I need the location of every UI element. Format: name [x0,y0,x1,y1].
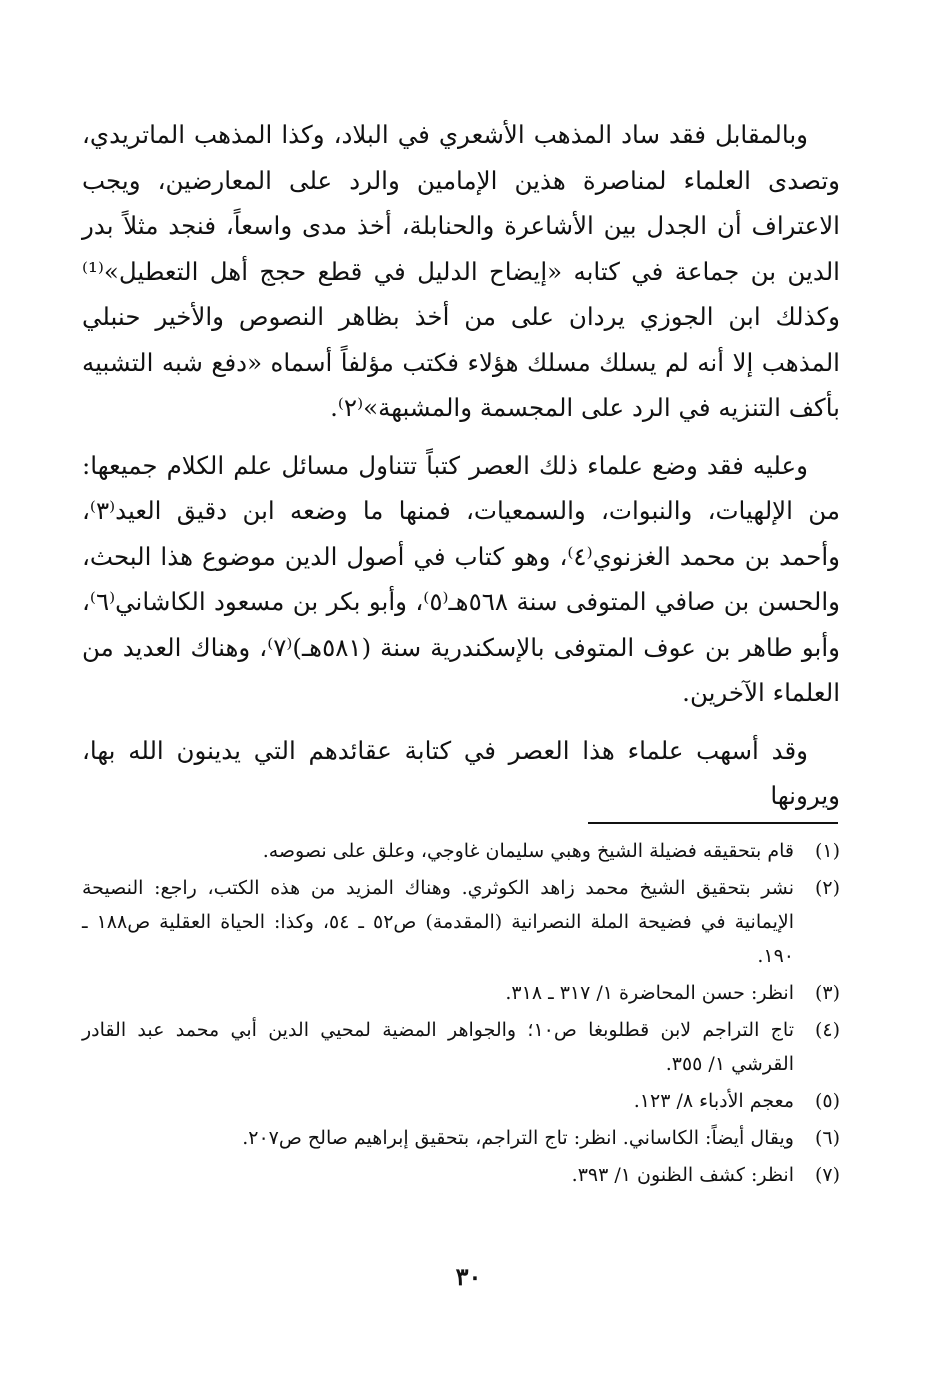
footnote-divider [588,822,838,824]
footnote-number: (٦) [814,1127,840,1149]
footnote-text: معجم الأدباء ٨/ ١٢٣. [633,1090,794,1112]
footnote-5 [82,1084,840,1118]
footnote-4 [82,1013,840,1081]
footnote-2 [82,871,840,973]
footnote-3 [82,976,840,1010]
footnote-text: قام بتحقيقه فضيلة الشيخ وهبي سليمان غاوجي، وعلق على نصوصه. [262,840,794,862]
main-text [82,112,840,819]
footnote-number: (١) [814,840,840,862]
paragraph-3: وقد أسهب علماء هذا العصر في كتابة عقائدهم التي يدينون الله بها، ويرونها [82,735,840,810]
footnote-number: (٤) [814,1019,840,1041]
footnote-number: (٧) [814,1164,840,1186]
page-number: ٣٠ [455,1262,482,1291]
footnotes [82,834,840,1195]
footnote-text: نشر بتحقيق الشيخ محمد زاهد الكوثري. وهناك المزيد من هذه الكتب، راجع: النصيحة الإيمانية في فضيحة الملة النصرانية (المقدمة) ص٥٢ ـ ٥٤، وكذا: الحياة العقلية ص١٨٨ ـ ١٩٠. [82,877,795,967]
footnote-1 [82,834,840,868]
footnote-6 [82,1121,840,1155]
footnote-text: انظر: كشف الظنون ١/ ٣٩٣. [571,1164,794,1186]
paragraph-1: وبالمقابل فقد ساد المذهب الأشعري في البلاد، وكذا المذهب الماتريدي، وتصدى العلماء لمناصرة هذين الإمامين والرد على المعارضين، ويجب الاعتراف أن الجدل بين الأشاعرة والحنابلة، أخذ مدى واسعاً، فنجد مثلاً بدر الدين بن جماعة في كتابه «إيضاح الدليل في قطع حجج أهل التعطيل»⁽¹⁾ وكذلك ابن الجوزي يردان على من أخذ بظاهر النصوص والأخير حنبلي المذهب إلا أنه لم يسلك مسلك هؤلاء فكتب مؤلفاً أسماه «دفع شبه التشبيه بأكف التنزيه في الرد على المجسمة والمشبهة»⁽٢⁾. [82,120,840,422]
footnote-number: (٣) [814,982,840,1004]
footnote-text: ويقال أيضاً: الكاساني. انظر: تاج التراجم، بتحقيق إبراهيم صالح ص٢٠٧. [242,1127,794,1149]
footnote-number: (٥) [814,1090,840,1112]
footnote-text: انظر: حسن المحاضرة ١/ ٣١٧ ـ ٣١٨. [505,982,794,1004]
footnote-text: تاج التراجم لابن قطلوبغا ص١٠؛ والجواهر المضية لمحيي الدين أبي محمد عبد القادر القرشي ١/ ٣٥٥. [82,1019,794,1075]
footnote-number: (٢) [814,877,840,899]
footnote-7 [82,1158,840,1192]
paragraph-2: وعليه فقد وضع علماء ذلك العصر كتباً تتناول مسائل علم الكلام جميعها: من الإلهيات، والنبوات، والسمعيات، فمنها ما وضعه ابن دقيق العيد⁽٣⁾، وأحمد بن محمد الغزنوي⁽٤⁾، وهو كتاب في أصول الدين موضوع هذا البحث، والحسن بن صافي المتوفى سنة ٥٦٨هـ⁽٥⁾، وأبو بكر بن مسعود الكاشاني⁽٦⁾، وأبو طاهر بن عوف المتوفى بالإسكندرية سنة (٥٨١هـ)⁽٧⁾، وهناك العديد من العلماء الآخرين. [82,450,840,707]
